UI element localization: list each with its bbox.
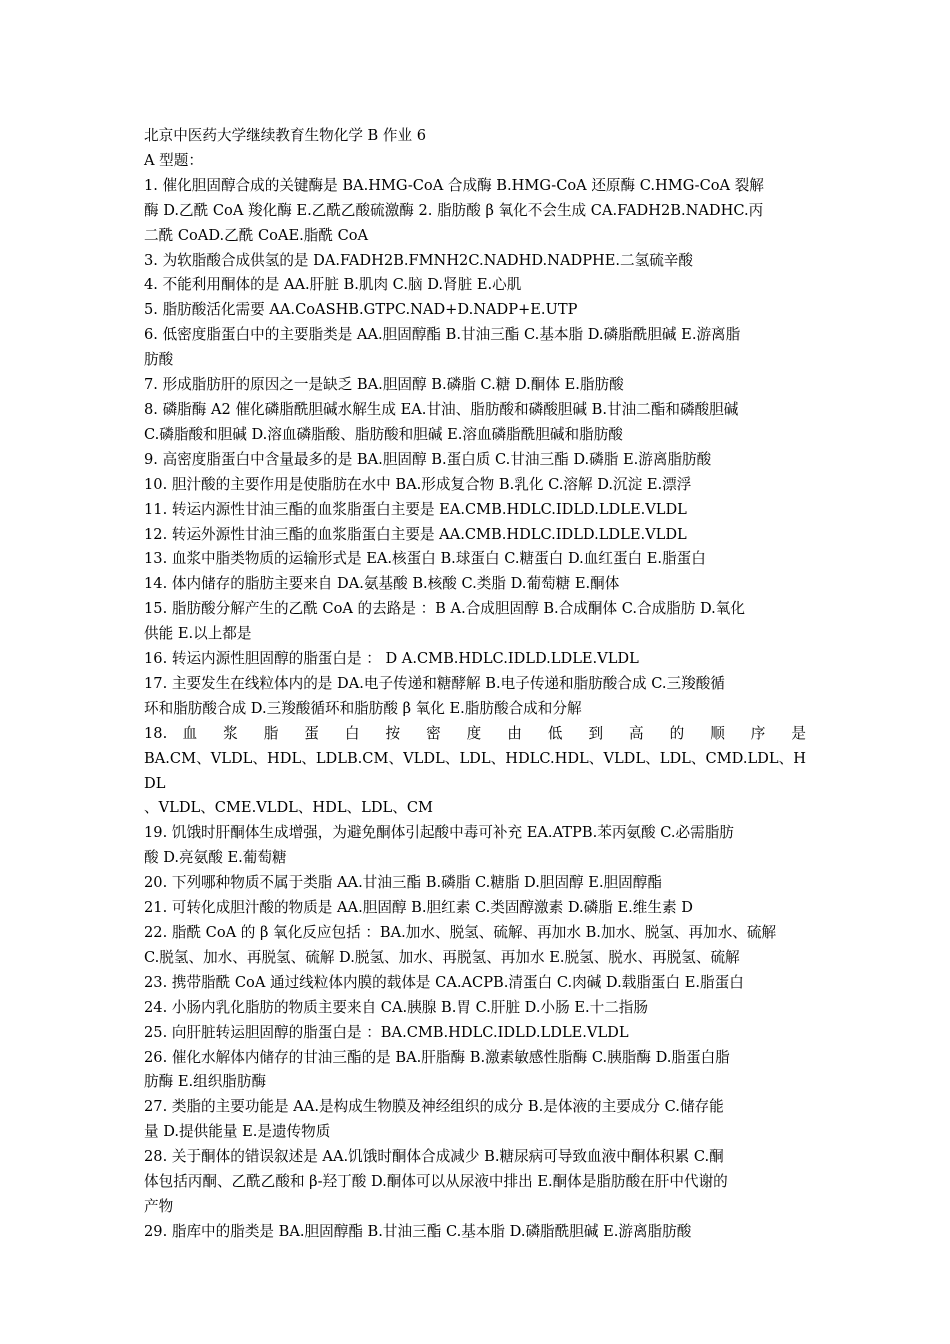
text-line: 29. 脂库中的脂类是 BA.胆固醇酯 B.甘油三酯 C.基本脂 D.磷脂酰胆碱 E.游离脂肪酸 xyxy=(144,1222,692,1240)
text-line: 产物 xyxy=(144,1197,174,1215)
text-line: 肪酸 xyxy=(144,351,174,369)
text-line: 量 D.提供能量 E.是遗传物质 xyxy=(144,1123,331,1141)
document-title: 北京中医药大学继续教育生物化学 B 作业 6 xyxy=(144,127,427,144)
text-line: 17. 主要发生在线粒体内的是 DA.电子传递和糖酵解 B.电子传递和脂肪酸合成 C.三羧酸循 xyxy=(144,674,725,692)
text-line: 28. 关于酮体的错误叙述是 AA.饥饿时酮体合成减少 B.糖尿病可导致血液中酮体积累 C.酮 xyxy=(144,1148,724,1166)
text-line: 9. 高密度脂蛋白中含量最多的是 BA.胆固醇 B.蛋白质 C.甘油三酯 D.磷脂 E.游离脂肪酸 xyxy=(144,450,712,468)
text-line: 5. 脂肪酸活化需要 AA.CoASHB.GTPC.NAD+D.NADP+E.UTP xyxy=(144,301,578,319)
text-line: 16. 转运内源性胆固醇的脂蛋白是 ： D A.CMB.HDLC.IDLD.LDLE.VLDL xyxy=(144,650,639,668)
text-line: 酸 D.亮氨酸 E.葡萄糖 xyxy=(144,849,287,867)
text-line: 、VLDL、CME.VLDL、HDL、LDL、CM xyxy=(144,799,433,817)
text-line: 13. 血浆中脂类物质的运输形式是 EA.核蛋白 B.球蛋白 C.糖蛋白 D.血红蛋白 E.脂蛋白 xyxy=(144,550,706,568)
text-line: 1. 催化胆固醇合成的关键酶是 BA.HMG-CoA 合成酶 B.HMG-CoA 还原酶 C.HMG-CoA 裂解 xyxy=(144,176,764,194)
section-heading: A 型题： xyxy=(144,151,203,169)
text-line: 8. 磷脂酶 A2 催化磷脂酰胆碱水解生成 EA.甘油、脂肪酸和磷酸胆碱 B.甘油二酯和磷酸胆碱 xyxy=(144,400,739,418)
text-line: 26. 催化水解体内储存的甘油三酯的是 BA.肝脂酶 B.激素敏感性脂酶 C.胰脂酶 D.脂蛋白脂 xyxy=(144,1048,730,1066)
text-line: 24. 小肠内乳化脂肪的物质主要来自 CA.胰腺 B.胃 C.肝脏 D.小肠 E.十二指肠 xyxy=(144,998,648,1016)
text-line: 7. 形成脂肪肝的原因之一是缺乏 BA.胆固醇 B.磷脂 C.糖 D.酮体 E.脂肪酸 xyxy=(144,376,624,394)
text-line: 环和脂肪酸合成 D.三羧酸循环和脂肪酸 β 氧化 E.脂肪酸合成和分解 xyxy=(144,699,582,717)
text-line: 25. 向肝脏转运胆固醇的脂蛋白是 ：BA.CMB.HDLC.IDLD.LDLE.VLDL xyxy=(144,1023,629,1041)
text-line: 21. 可转化成胆汁酸的物质是 AA.胆固醇 B.胆红素 C.类固醇激素 D.磷脂 E.维生素 D xyxy=(144,899,693,917)
text-line: 14. 体内储存的脂肪主要来自 DA.氨基酸 B.核酸 C.类脂 D.葡萄糖 E.酮体 xyxy=(144,575,620,593)
text-line: 6. 低密度脂蛋白中的主要脂类是 AA.胆固醇酯 B.甘油三酯 C.基本脂 D.磷脂酰胆碱 E.游离脂 xyxy=(144,326,741,344)
text-line: 23. 携带脂酰 CoA 通过线粒体内膜的载体是 CA.ACPB.清蛋白 C.肉碱 D.载脂蛋白 E.脂蛋白 xyxy=(144,973,744,991)
text-line: 15. 脂肪酸分解产生的乙酰 CoA 的去路是 ：B A.合成胆固醇 B.合成酮体 C.合成脂肪 D.氧化 xyxy=(144,600,745,618)
text-line: 19. 饥饿时肝酮体生成增强，为避免酮体引起酸中毒可补充 EA.ATPB.苯丙氨酸 C.必需脂肪 xyxy=(144,824,734,842)
text-line: 11. 转运内源性甘油三酯的血浆脂蛋白主要是 EA.CMB.HDLC.IDLD.LDLE.VLDL xyxy=(144,500,687,518)
text-line: C.磷脂酸和胆碱 D.溶血磷脂酸、脂肪酸和胆碱 E.溶血磷脂酰胆碱和脂肪酸 xyxy=(144,425,623,443)
text-line: 18. 血 浆 脂 蛋 白 按 密 度 由 低 到 高 的 顺 序 是 xyxy=(144,724,806,742)
text-line: 27. 类脂的主要功能是 AA.是构成生物膜及神经组织的成分 B.是体液的主要成分 C.储存能 xyxy=(144,1098,724,1116)
text-line: 酶 D.乙酰 CoA 羧化酶 E.乙酰乙酸硫激酶 2. 脂肪酸 β 氧化不会生成 CA.FADH2B.NADHC.丙 xyxy=(144,201,764,219)
text-line: BA.CM、VLDL、HDL、LDLB.CM、VLDL、LDL、HDLC.HDL、VLDL、LDL、CMD.LDL、HDL xyxy=(144,749,806,792)
text-line: 肪酶 E.组织脂肪酶 xyxy=(144,1073,267,1091)
text-line: 22. 脂酰 CoA 的 β 氧化反应包括 ：BA.加水、脱氢、硫解、再加水 B.加水、脱氢、再加水、硫解 xyxy=(144,924,777,941)
document-body xyxy=(144,124,806,1245)
text-line: 供能 E.以上都是 xyxy=(144,625,252,643)
text-line: 12. 转运外源性甘油三酯的血浆脂蛋白主要是 AA.CMB.HDLC.IDLD.LDLE.VLDL xyxy=(144,525,687,543)
text-line: 3. 为软脂酸合成供氢的是 DA.FADH2B.FMNH2C.NADHD.NADPHE.二氢硫辛酸 xyxy=(144,251,693,269)
text-line: 4. 不能利用酮体的是 AA.肝脏 B.肌肉 C.脑 D.肾脏 E.心肌 xyxy=(144,276,522,294)
text-line: 体包括丙酮、乙酰乙酸和 β-羟丁酸 D.酮体可以从尿液中排出 E.酮体是脂肪酸在肝中代谢的 xyxy=(144,1173,728,1191)
text-line: C.脱氢、加水、再脱氢、硫解 D.脱氢、加水、再脱氢、再加水 E.脱氢、脱水、再脱氢、硫解 xyxy=(144,948,740,966)
text-line: 二酰 CoAD.乙酰 CoAE.脂酰 CoA xyxy=(144,226,369,244)
text-line: 20. 下列哪种物质不属于类脂 AA.甘油三酯 B.磷脂 C.糖脂 D.胆固醇 E.胆固醇酯 xyxy=(144,874,662,892)
text-line: 10. 胆汁酸的主要作用是使脂肪在水中 BA.形成复合物 B.乳化 C.溶解 D.沉淀 E.漂浮 xyxy=(144,475,692,493)
